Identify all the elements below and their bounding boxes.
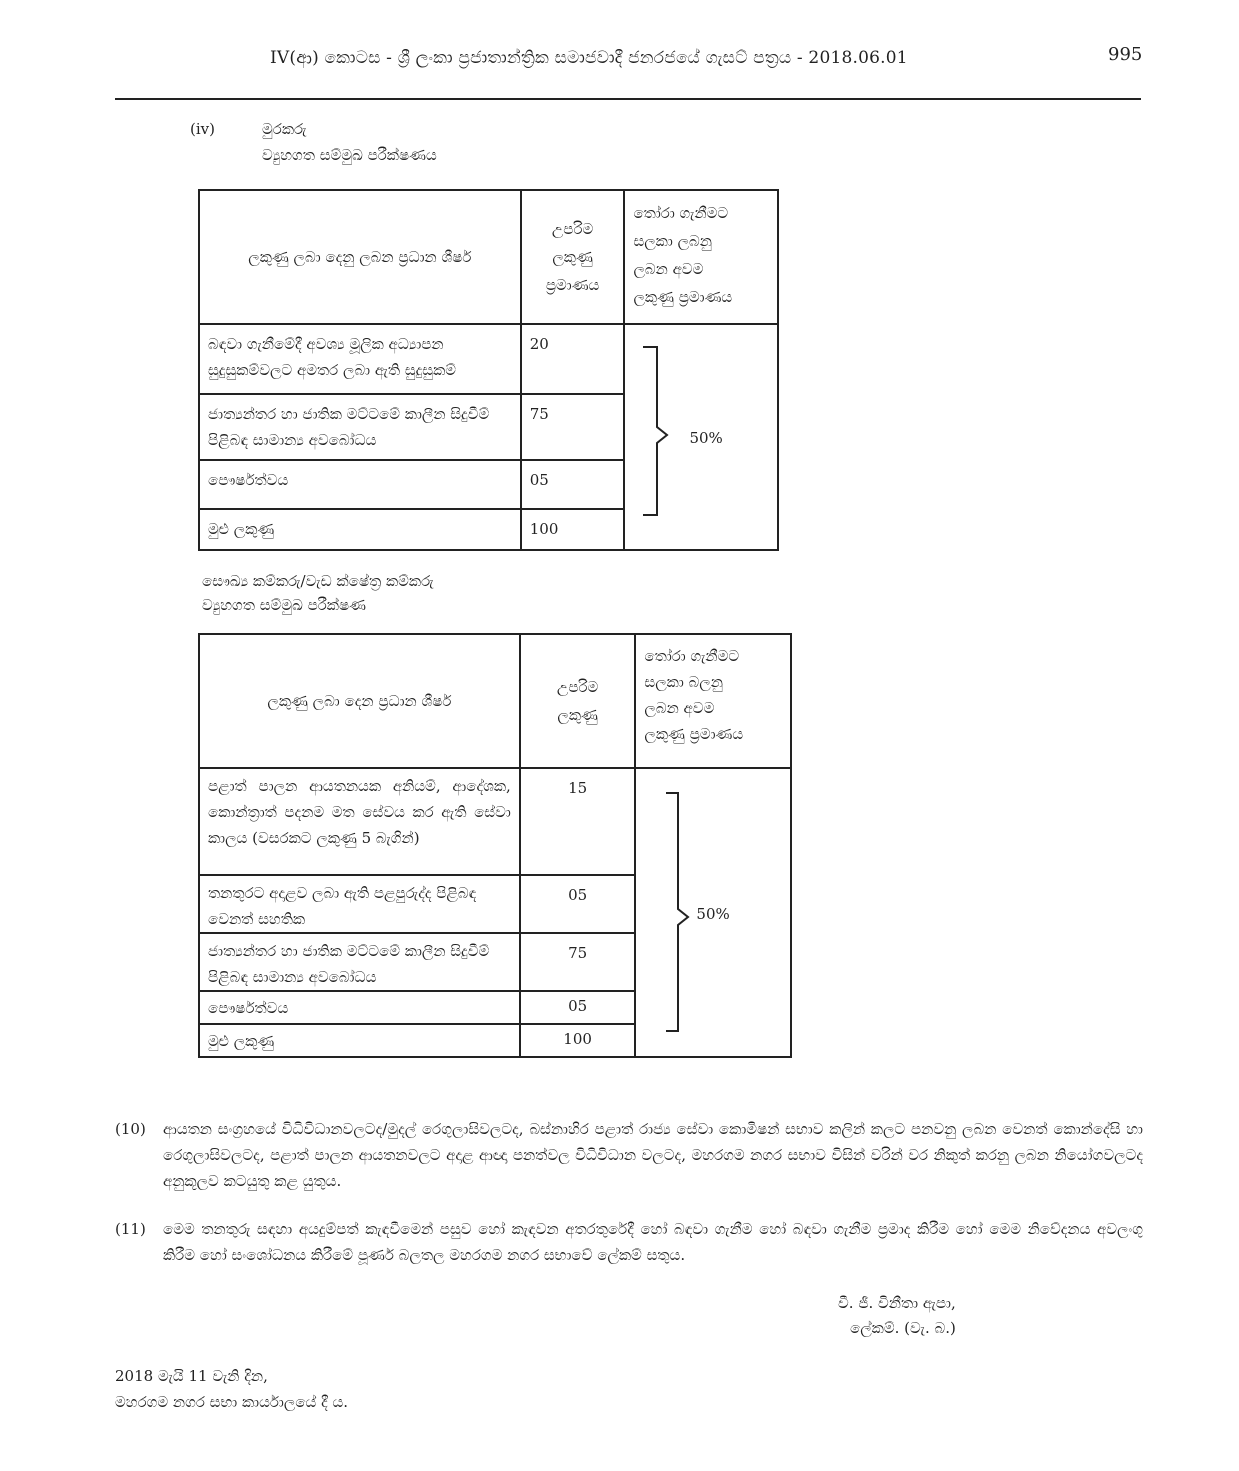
header-max-marks: උපරිම ලකුණු ප්‍රමාණය: [521, 190, 625, 324]
min-marks-merged-cell: [635, 768, 791, 1057]
min-pass-value: 50%: [696, 905, 730, 923]
section-labour-interview-title: ව්‍යුහගත සම්මුඛ පරීක්ෂණ: [202, 596, 366, 614]
row-label: පළාත් පාලන ආයතනයක අනියම්, ආදේශක, කොන්ත්‍රාත් පදනම මත සේවය කර ඇති සේවා කාලය (වසරකට ලකුණු 5 බැගින්): [199, 768, 520, 875]
row-label: ජාත්‍යන්තර හා ජාතික මට්ටමේ කාලීන සිදුවීම් පිළිබඳ සාමාන්‍ය අවබෝධය: [199, 933, 520, 991]
header-min-marks: තෝරා ගැනීමට සලකා බලනු ලබන අවම ලකුණු ප්‍රමාණය: [635, 634, 791, 768]
row-max: 75: [520, 933, 636, 991]
min-marks-merged-cell: [624, 324, 778, 550]
issue-place: මහරගම නගර සභා කාර්යාලයේ දී ය.: [115, 1393, 349, 1411]
row-label: පෞර්ෂත්වය: [199, 991, 520, 1024]
row-max: 05: [520, 875, 636, 933]
header-max-marks: උපරිම ලකුණු: [520, 634, 636, 768]
section-iv-label: (iv): [190, 120, 215, 138]
section-iv-post-title: මුරකරු: [262, 120, 307, 138]
header-divider: [115, 98, 1141, 100]
row-label: ජාත්‍යන්තර හා ජාතික මට්ටමේ කාලීන සිදුවීම් පිළිබඳ සාමාන්‍ය අවබෝධය: [199, 394, 521, 460]
table-row: [199, 768, 791, 875]
table-header-row: [199, 190, 778, 324]
paragraph-text: ආයතන සංග්‍රහයේ විධිවිධානවලටද/මුදල් රෙගුලාසිවලටද, බස්නාහිර පළාත් රාජ්‍ය සේවා කොමිෂන් සභාව කලින් කලට පනවනු ලබන වෙනත් කොන්දේසි හා රෙගුලාසිවලටද, පළාත් පාලන ආයතනවලට අදාළ ආඥා පනත්වල විධිවිධාන වලටද, මහරගම නගර සභාව විසින් වරින් වර නිකුත් කරනු ලබන නියෝගවලටද අනුකූලව කටයුතු කළ යුතුය.: [163, 1120, 1143, 1190]
paragraph-number: (10): [115, 1120, 146, 1138]
row-max: 05: [520, 991, 636, 1024]
row-label: තනතුරට අදාළව ලබා ඇති පළපුරුද්ද පිළිබඳ වෙනත් සහතික: [199, 875, 520, 933]
page-number: 995: [1108, 44, 1143, 65]
row-max: 05: [521, 460, 625, 509]
marks-table-watcher: [198, 189, 779, 551]
row-max: 20: [521, 324, 625, 394]
gazette-header-title: IV(ආ) කොටස - ශ්‍රී ලංකා ප්‍රජාතාන්ත්‍රික සමාජවාදී ජනරජයේ ගැසට් පත්‍රය - 2018.06.01: [270, 48, 908, 68]
paragraph-11: [115, 1216, 1145, 1272]
row-label: මුළු ලකුණු: [199, 509, 521, 550]
signatory-title: ලේකම්. (වැ. බ.): [850, 1319, 956, 1337]
row-label: පෞර්ෂත්වය: [199, 460, 521, 509]
marks-table-labourer: [198, 633, 792, 1058]
header-main-heads: ලකුණු ලබා දෙනු ලබන ප්‍රධාන ශීර්ෂ: [199, 190, 521, 324]
right-brace-icon: [639, 345, 679, 519]
paragraph-text: මෙම තනතුරු සඳහා අයදුම්පත් කැඳවීමෙන් පසුව හෝ කැඳවන අතරතුරේදී හෝ බඳවා ගැනීම හෝ බඳවා ගැනීම ප්‍රමාද කිරීම හෝ මෙම නිවේදනය අවලංගු කිරීම හෝ සංශෝධනය කිරීමේ පූර්ණ බලතල මහරගම නගර සභාවේ ලේකම් සතුය.: [163, 1220, 1143, 1264]
issue-date: 2018 මැයි 11 වැනි දින,: [115, 1367, 268, 1385]
min-pass-value: 50%: [689, 429, 723, 447]
table-header-row: [199, 634, 791, 768]
row-max: 100: [521, 509, 625, 550]
row-label: බඳවා ගැනීමේදී අවශ්‍ය මූලික අධ්‍යාපන සුදුසුකම්වලට අමතර ලබා ඇති සුදුසුකම්: [199, 324, 521, 394]
signatory-name: වී. ජී. විනීතා ඇපා,: [838, 1294, 956, 1312]
section-iv-interview-title: ව්‍යුහගත සම්මුඛ පරීක්ෂණය: [262, 146, 437, 164]
table-row: [199, 324, 778, 394]
section-labour-post-title: සෞඛ්‍ය කම්කරු/වැඩ ක්ෂේත්‍ර කම්කරු: [202, 572, 434, 590]
header-main-heads: ලකුණු ලබා දෙන ප්‍රධාන ශීර්ෂ: [199, 634, 520, 768]
row-max: 75: [521, 394, 625, 460]
row-max: 100: [520, 1024, 636, 1057]
paragraph-10: [115, 1116, 1145, 1196]
header-min-marks: තෝරා ගැනීමට සලකා ලබනු ලබන අවම ලකුණු ප්‍රමාණය: [624, 190, 778, 324]
row-label: මුළු ලකුණු: [199, 1024, 520, 1057]
paragraph-number: (11): [115, 1220, 146, 1238]
row-max: 15: [520, 768, 636, 875]
